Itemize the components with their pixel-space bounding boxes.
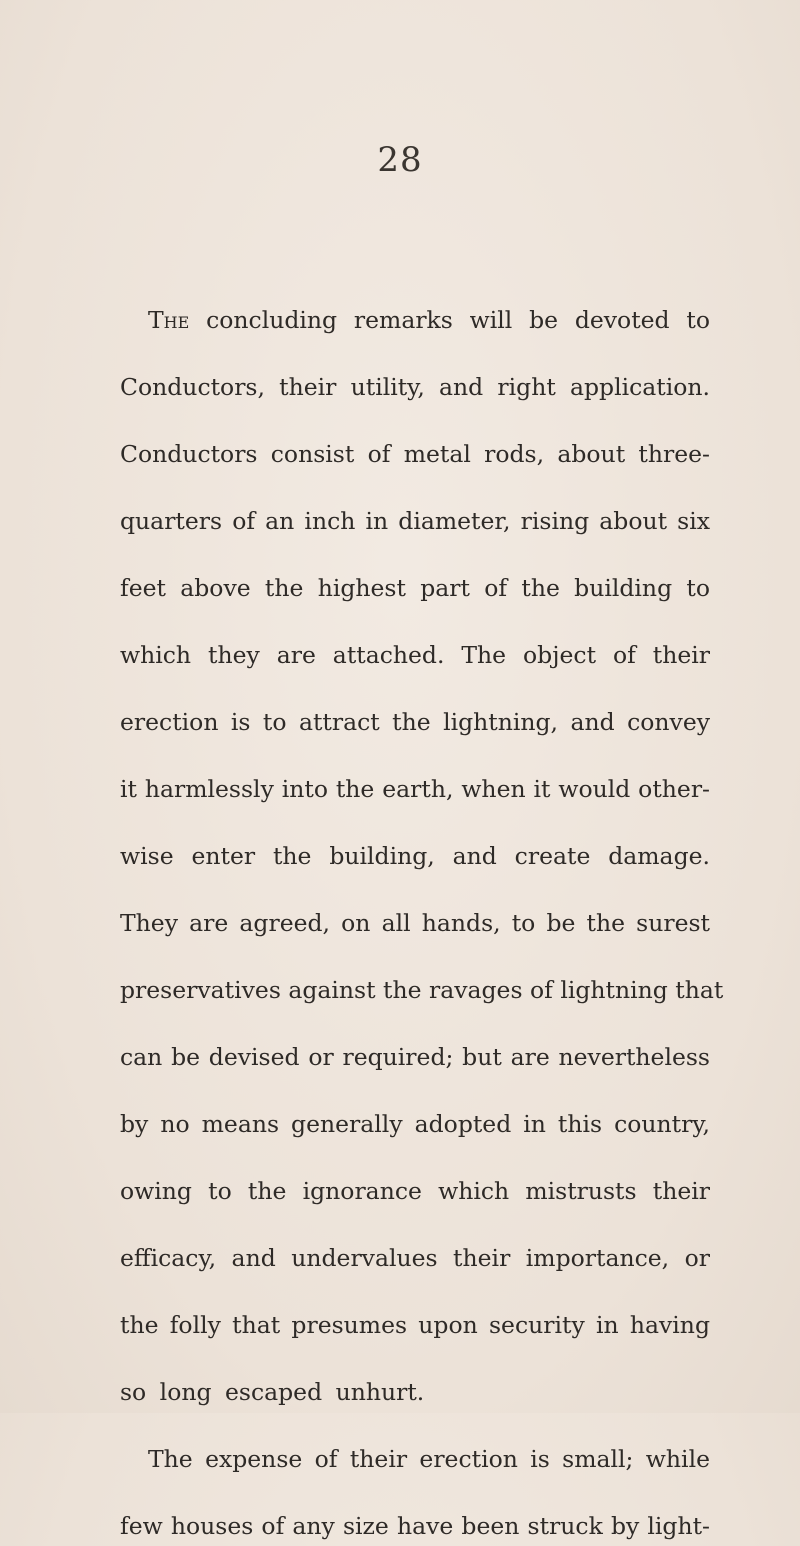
text-line: it harmlessly into the earth, when it would other- — [120, 775, 710, 803]
text-line: wise enter the building, and create damage. — [120, 842, 710, 870]
text-line: preservatives against the ravages of lightning that — [120, 976, 724, 1004]
text-line: Conductors, their utility, and right application. — [120, 373, 710, 401]
text-line: erection is to attract the lightning, and convey — [120, 708, 710, 736]
text-line: quarters of an inch in diameter, rising about six — [120, 507, 710, 535]
text-line: can be devised or required; but are nevertheless — [120, 1043, 710, 1071]
text-line: so long escaped unhurt. — [120, 1378, 425, 1406]
text-line: feet above the highest part of the building to — [120, 574, 710, 602]
text-line: Conductors consist of metal rods, about three- — [120, 440, 710, 468]
text-line: which they are attached. The object of their — [120, 641, 710, 669]
text-line: by no means generally adopted in this country, — [120, 1110, 710, 1138]
text-line: They are agreed, on all hands, to be the surest — [120, 909, 710, 937]
text-line — [148, 300, 710, 340]
line-text: concluding remarks will be devoted to — [206, 306, 710, 334]
text-line: efficacy, and undervalues their importance, or — [120, 1244, 710, 1272]
lead-word: The — [148, 306, 190, 334]
text-line: owing to the ignorance which mistrusts their — [120, 1177, 710, 1205]
text-line: the folly that presumes upon security in having — [120, 1311, 710, 1339]
text-line: The expense of their erection is small; while — [148, 1445, 710, 1473]
page-number: 28 — [377, 140, 423, 180]
text-line: few houses of any size have been struck by light- — [120, 1512, 710, 1540]
